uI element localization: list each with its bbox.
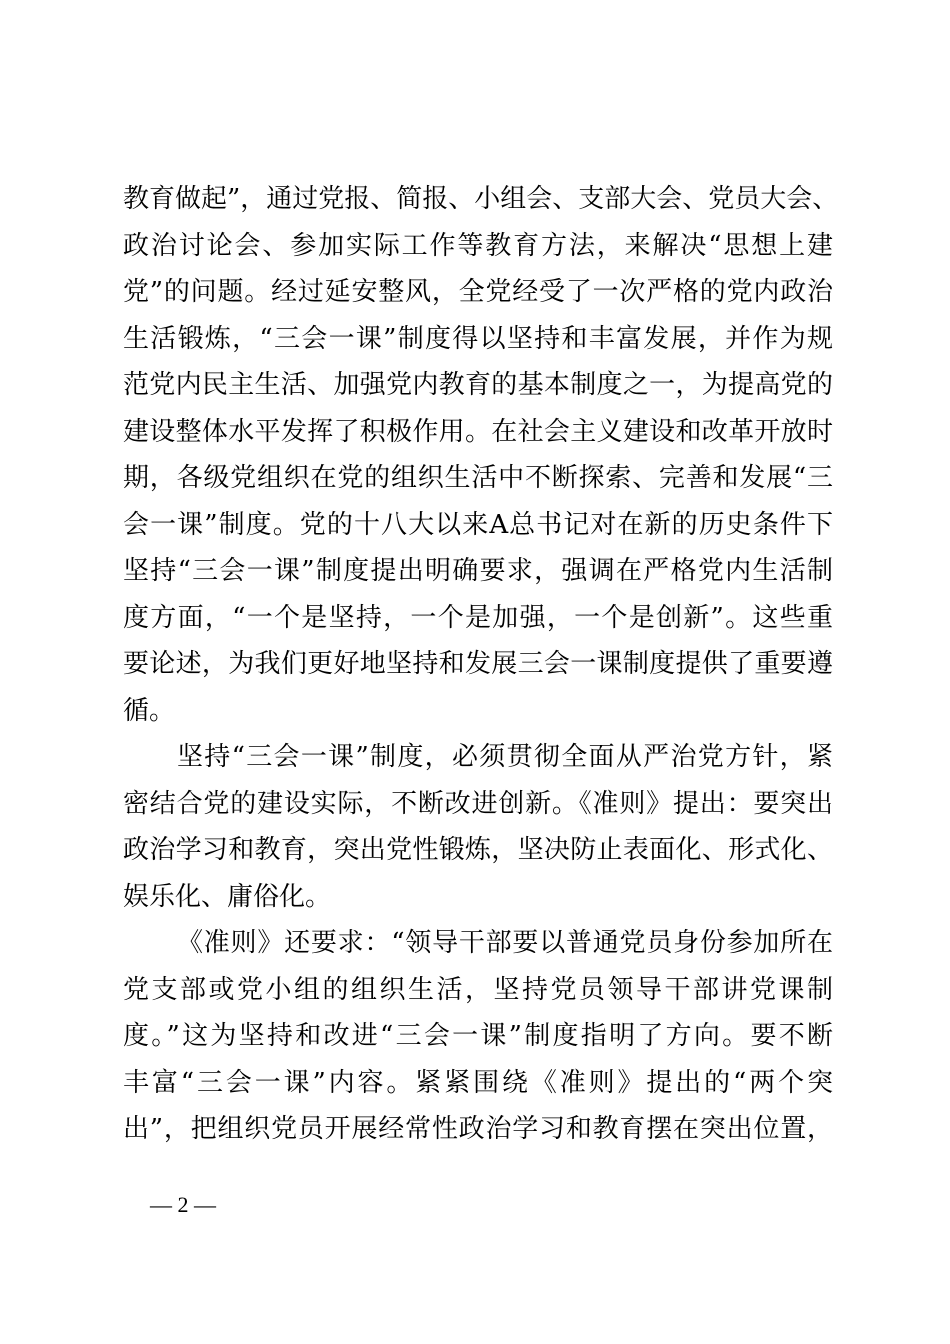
- text-line: 生活锻炼，“三会一课”制度得以坚持和丰富发展，并作为规: [123, 323, 833, 354]
- text-line: 会一课”制度。党的十八大以来A总书记对在新的历史条件下: [123, 509, 833, 540]
- text-line: 密结合党的建设实际，不断改进创新。《准则》提出：要突出: [123, 788, 833, 819]
- text-line: 坚持“三会一课”制度提出明确要求，强调在严格党内生活制: [123, 556, 833, 586]
- text-line: 要论述，为我们更好地坚持和发展三会一课制度提供了重要遵: [123, 649, 833, 679]
- text-line: 党支部或党小组的组织生活，坚持党员领导干部讲党课制: [123, 974, 833, 1005]
- text-line: 党”的问题。经过延安整风，全党经受了一次严格的党内政治: [123, 277, 833, 307]
- text-line: 政治学习和教育，突出党性锻炼，坚决防止表面化、形式化、: [123, 835, 833, 865]
- text-line: 娱乐化、庸俗化。: [123, 881, 332, 912]
- text-line: 政治讨论会、参加实际工作等教育方法，来解决“思想上建: [123, 230, 833, 261]
- text-line: 出”，把组织党员开展经常性政治学习和教育摆在突出位置，: [123, 1114, 833, 1144]
- text-line: 范党内民主生活、加强党内教育的基本制度之一，为提高党的: [123, 370, 833, 400]
- text-line: 循。: [123, 695, 176, 726]
- text-line: 建设整体水平发挥了积极作用。在社会主义建设和改革开放时: [123, 416, 833, 447]
- body-text: [123, 176, 839, 1153]
- text-line: 度方面，“一个是坚持，一个是加强，一个是创新”。这些重: [123, 602, 833, 633]
- text-line: 丰富“三会一课”内容。紧紧围绕《准则》提出的“两个突: [123, 1067, 833, 1098]
- paragraph-first-line: 《准则》还要求：“领导干部要以普通党员身份参加所在: [177, 928, 833, 958]
- text-line: 教育做起”，通过党报、简报、小组会、支部大会、党员大会、: [123, 184, 839, 214]
- page-number: — 2 —: [150, 1192, 216, 1217]
- paragraph-first-line: 坚持“三会一课”制度，必须贯彻全面从严治党方针，紧: [177, 742, 833, 772]
- text-line: 度。”这为坚持和改进“三会一课”制度指明了方向。要不断: [123, 1021, 833, 1051]
- text-line: 期，各级党组织在党的组织生活中不断探索、完善和发展“三: [123, 463, 833, 493]
